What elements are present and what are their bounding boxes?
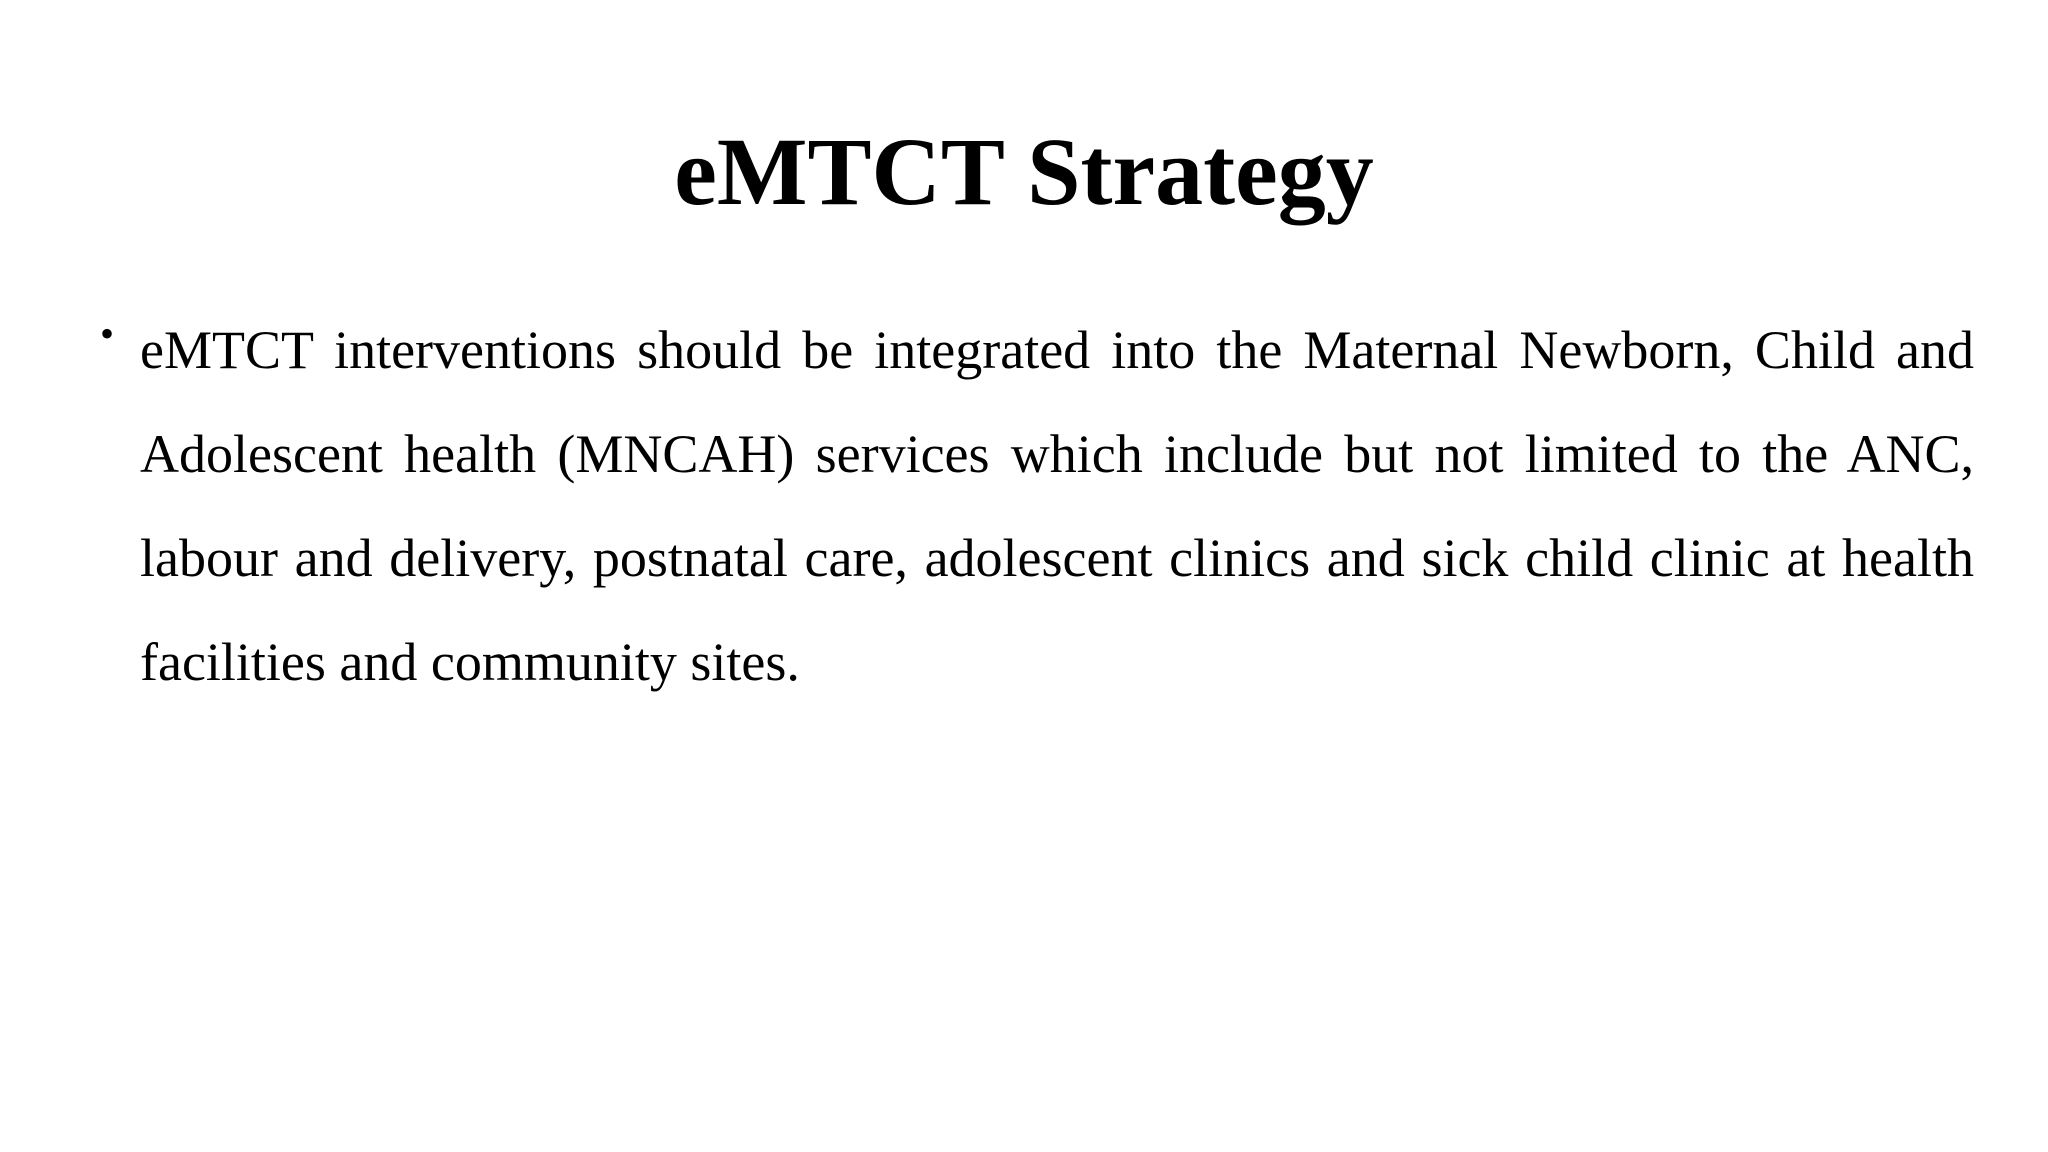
- bullet-marker: •: [100, 311, 115, 356]
- slide-title: eMTCT Strategy: [674, 118, 1374, 225]
- bullet-text: eMTCT interventions should be integrated into the Maternal Newborn, Child and Adolescent health (MNCAH) services which include but not limited to the ANC, labour and delivery, postnatal care, adolescent clinics and sick child clinic at health facilities and community sites.: [140, 320, 1974, 692]
- bullet-item: [100, 298, 1974, 714]
- bullet-list: [100, 298, 1974, 714]
